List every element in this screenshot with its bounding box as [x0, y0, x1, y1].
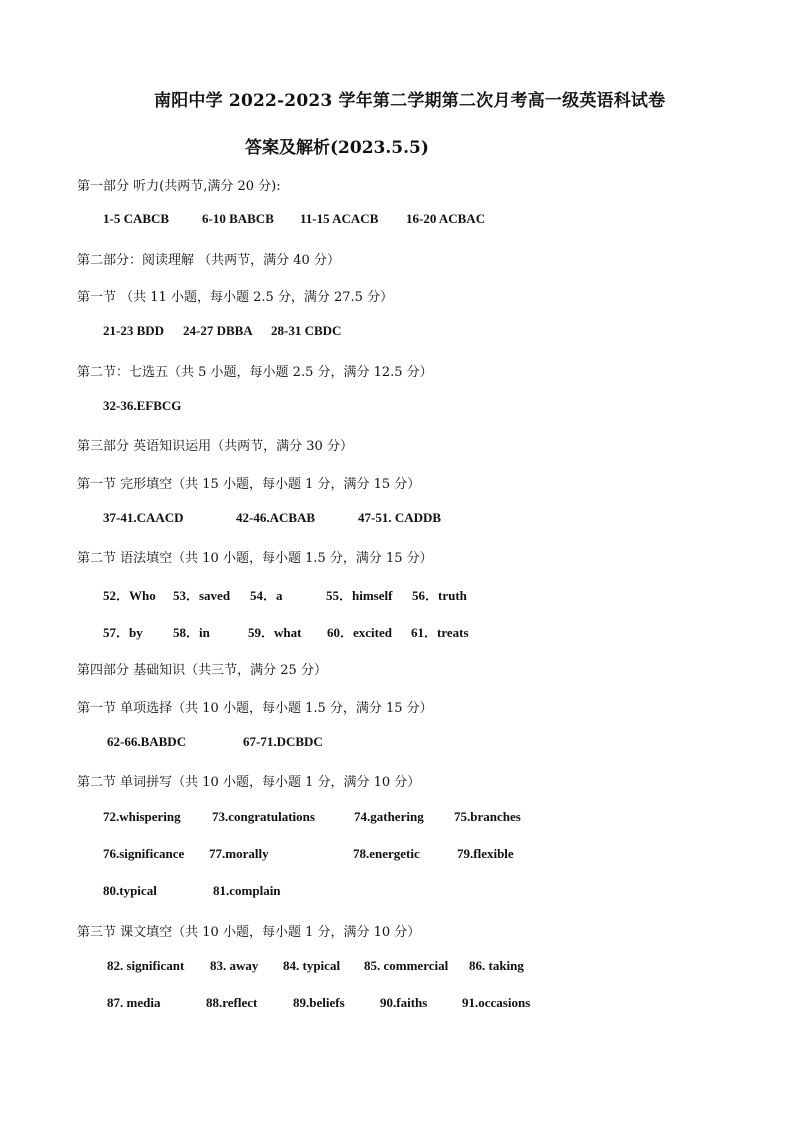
answer-item: 89.beliefs [293, 995, 345, 1010]
answer-item: 16-20 ACBAC [406, 211, 486, 226]
answer-item: 83. away [210, 958, 259, 973]
answer-item: 11-15 ACACB [300, 211, 379, 226]
answer-item: 80.typical [103, 883, 157, 898]
answer-item: 42-46.ACBAB [236, 510, 316, 525]
part2-section2-header: 第二节：七选五（共 5 小题，每小题 2.5 分，满分 12.5 分） [77, 365, 433, 380]
answer-item: 32-36.EFBCG [103, 398, 182, 413]
part4-section1-header: 第一节 单项选择（共 10 小题，每小题 1.5 分，满分 15 分） [77, 701, 433, 716]
answer-item: 88.reflect [206, 995, 258, 1010]
answer-item: 28-31 CBDC [271, 323, 342, 338]
answer-item: 79.flexible [457, 846, 514, 861]
answer-item: 62-66.BABDC [107, 734, 187, 749]
answer-item: 82. significant [107, 958, 185, 973]
part2-section1-header: 第一节 （共 11 小题，每小题 2.5 分，满分 27.5 分） [77, 290, 394, 305]
part4-header: 第四部分 基础知识（共三节，满分 25 分） [77, 663, 327, 678]
answer-item: 60．excited [327, 625, 392, 640]
answer-item: 73.congratulations [212, 809, 315, 824]
answer-item: 6-10 BABCB [202, 211, 274, 226]
answer-item: 1-5 CABCB [103, 211, 170, 226]
answer-item: 57．by [103, 625, 143, 640]
page-subtitle: 答案及解析(2023.5.5) [245, 138, 429, 158]
answer-item: 21-23 BDD [103, 323, 165, 338]
answer-item: 87. media [107, 995, 161, 1010]
answer-item: 53．saved [173, 588, 231, 603]
answer-item: 58．in [173, 625, 210, 640]
answer-item: 90.faiths [380, 995, 428, 1010]
answer-item: 52．Who [103, 588, 156, 603]
answer-item: 75.branches [454, 809, 521, 824]
answer-item: 77.morally [209, 846, 269, 861]
part4-section2-header: 第二节 单词拼写（共 10 小题，每小题 1 分，满分 10 分） [77, 775, 421, 790]
answer-item: 59．what [248, 625, 302, 640]
part2-header: 第二部分：阅读理解 （共两节，满分 40 分） [77, 253, 340, 268]
answer-item: 74.gathering [354, 809, 424, 824]
part1-header: 第一部分 听力(共两节,满分 20 分): [77, 179, 281, 194]
answer-item: 67-71.DCBDC [243, 734, 323, 749]
answer-item: 81.complain [213, 883, 281, 898]
part3-section2-header: 第二节 语法填空（共 10 小题，每小题 1.5 分，满分 15 分） [77, 551, 433, 566]
answer-item: 85. commercial [364, 958, 449, 973]
answer-item: 84. typical [283, 958, 341, 973]
answer-item: 24-27 DBBA [183, 323, 253, 338]
part3-section1-header: 第一节 完形填空（共 15 小题，每小题 1 分，满分 15 分） [77, 477, 421, 492]
part4-section3-header: 第三节 课文填空（共 10 小题，每小题 1 分，满分 10 分） [77, 925, 421, 940]
answer-item: 37-41.CAACD [103, 510, 184, 525]
answer-item: 61．treats [411, 625, 469, 640]
part3-header: 第三部分 英语知识运用（共两节，满分 30 分） [77, 439, 353, 454]
answer-item: 76.significance [103, 846, 185, 861]
answer-item: 55．himself [326, 588, 393, 603]
answer-item: 72.whispering [103, 809, 181, 824]
page-title: 南阳中学 2022-2023 学年第二学期第二次月考高一级英语科试卷 [154, 91, 666, 111]
answer-item: 91.occasions [462, 995, 531, 1010]
answer-item: 54．a [250, 588, 283, 603]
answer-item: 86. taking [469, 958, 524, 973]
answer-item: 47-51. CADDB [358, 510, 442, 525]
answer-item: 78.energetic [353, 846, 420, 861]
answer-item: 56．truth [412, 588, 467, 603]
